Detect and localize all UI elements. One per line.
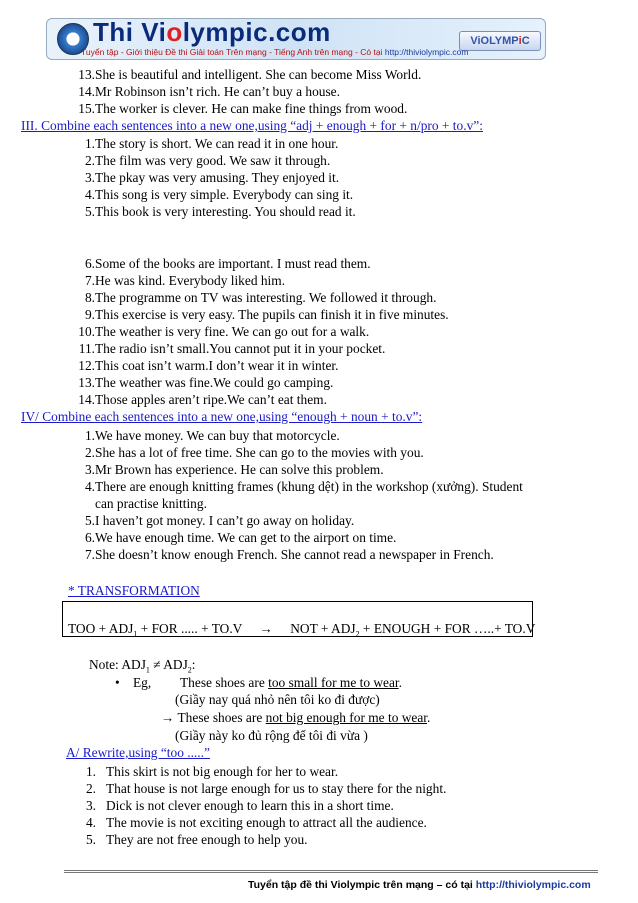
transformation-title: * TRANSFORMATION [68, 583, 200, 598]
violympic-badge[interactable]: ViOLYMPiC [459, 31, 541, 51]
example-translation-1: (Giầy nay quá nhỏ nên tôi ko đi được) [175, 692, 380, 707]
example-line-2: → These shoes are not big enough for me to wear. [161, 710, 431, 725]
footer-url-link[interactable]: http://thiviolympic.com [475, 879, 591, 891]
right-arrow-icon: → [161, 710, 175, 725]
banner-url-link[interactable]: http://thiviolympic.com [384, 47, 469, 57]
bullet-icon: • [115, 675, 120, 690]
example-translation-2: (Giầy này ko đủ rộng để tôi đi vừa ) [175, 728, 368, 743]
banner-tagline: Tuyển tập - Giới thiệu Đề thi Giải toán Trên mạng - Tiếng Anh trên mạng - Có tại http://thiviolympic.com [81, 47, 469, 57]
section-heading-part3: III. Combine each sentences into a new one,using “adj + enough + for + n/pro + to.v”: [21, 118, 483, 133]
section-heading-rewrite: A/ Rewrite,using “too .....” [66, 745, 210, 760]
footer-divider [64, 870, 598, 873]
right-arrow-icon: → [259, 621, 273, 636]
formula-line: TOO + $ADJ_1$ + FOR ..... + TO.V → NOT + $ADJ_2$ + ENOUGH + FOR …..+ TO.V [68, 621, 536, 639]
site-banner [46, 18, 546, 60]
site-logo-text: Thi Violympic.com [93, 17, 331, 47]
note-line: Note: $ADJ_1 \ne ADJ_2$: [89, 657, 196, 675]
example-line-1: • Eg, These shoes are too small for me to wear. [115, 675, 403, 690]
footer-text: Tuyển tập đề thi Violympic trên mạng – có tại http://thiviolympic.com [248, 879, 591, 891]
section-heading-part4: IV/ Combine each sentences into a new one,using “enough + noun + to.v”: [21, 409, 423, 424]
